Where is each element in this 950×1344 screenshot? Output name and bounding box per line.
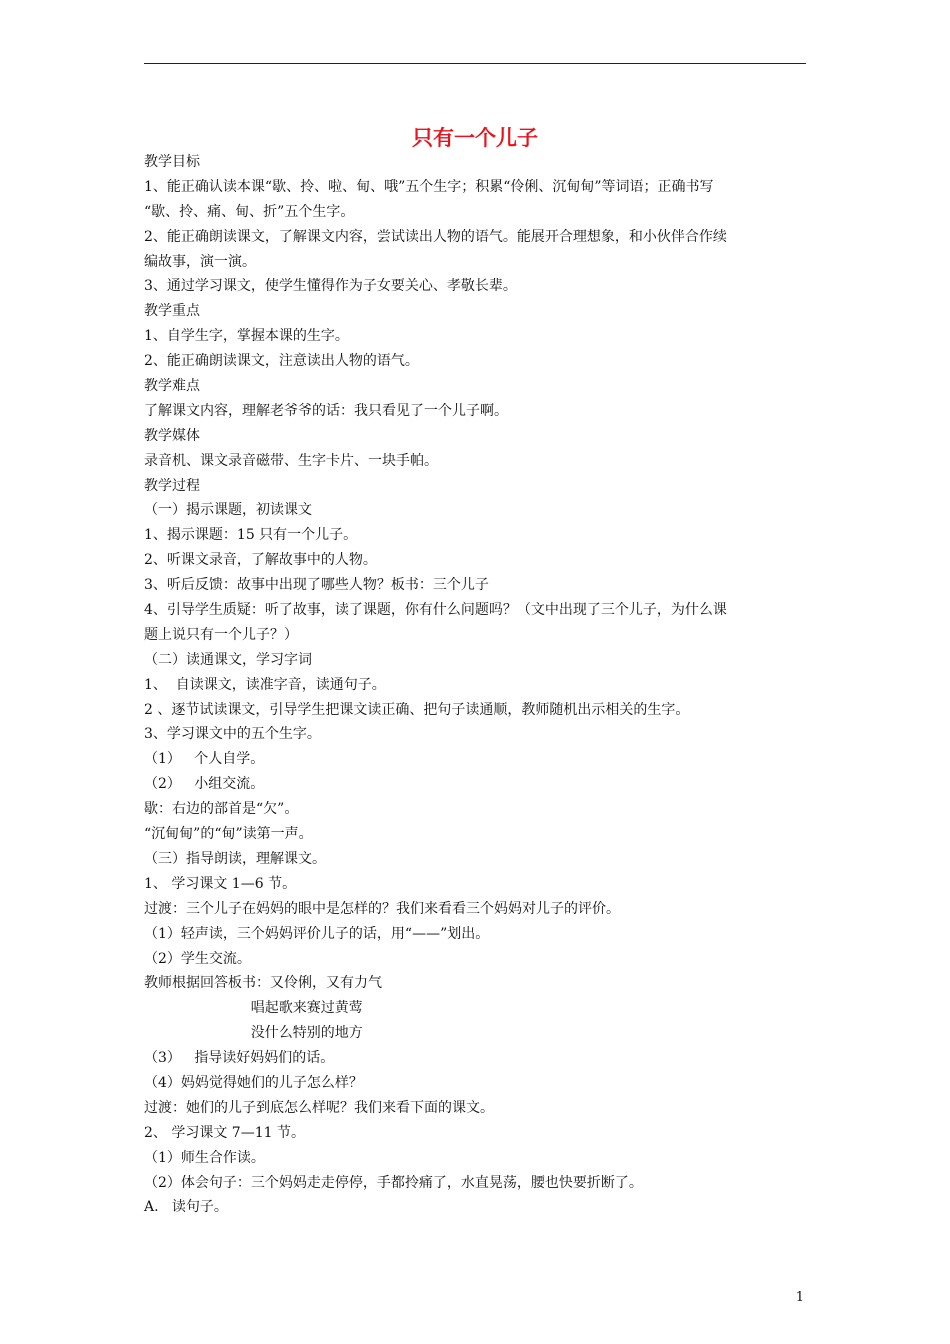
- text-line: 录音机、课文录音磁带、生字卡片、一块手帕。: [144, 452, 438, 469]
- document-title: 只有一个儿子: [412, 125, 538, 150]
- text-line: A. 读句子。: [144, 1199, 228, 1216]
- text-line: （二）读通课文，学习字词: [144, 651, 312, 668]
- text-line: 教学媒体: [144, 427, 200, 444]
- text-line: 3、学习课文中的五个生字。: [144, 726, 321, 743]
- text-line: 2 、逐节试读课文，引导学生把课文读正确、把句子读通顺，教师随机出示相关的生字。: [144, 701, 690, 718]
- text-line: （1） 个人自学。: [144, 751, 265, 768]
- text-line: （1）师生合作读。: [144, 1149, 265, 1166]
- text-line: 教学过程: [144, 477, 200, 494]
- text-line: 4、引导学生质疑：听了故事，读了课题，你有什么问题吗？（文中出现了三个儿子，为什么课: [144, 602, 727, 619]
- text-line: “歇、拎、痛、甸、折”五个生字。: [144, 203, 355, 220]
- text-line: （1）轻声读，三个妈妈评价儿子的话，用“——”划出。: [144, 925, 490, 942]
- text-line: 过渡：三个儿子在妈妈的眼中是怎样的？我们来看看三个妈妈对儿子的评价。: [144, 900, 620, 917]
- text-line: 2、能正确朗读课文，了解课文内容，尝试读出人物的语气。能展开合理想象，和小伙伴合作续: [144, 228, 727, 245]
- text-line: 教学目标: [144, 154, 200, 170]
- text-line: 编故事，演一演。: [144, 253, 256, 270]
- text-line: 2、能正确朗读课文，注意读出人物的语气。: [144, 353, 419, 370]
- text-line: 了解课文内容，理解老爷爷的话：我只看见了一个儿子啊。: [144, 402, 508, 419]
- text-line: 2、 学习课文 7—11 节。: [144, 1124, 305, 1141]
- text-line: （3） 指导读好妈妈们的话。: [144, 1050, 335, 1067]
- text-line: 没什么特别的地方: [144, 1025, 363, 1042]
- text-line: 1、自学生字，掌握本课的生字。: [144, 328, 349, 345]
- text-line: （4）妈妈觉得她们的儿子怎么样？: [144, 1074, 363, 1091]
- text-line: 3、听后反馈：故事中出现了哪些人物？板书：三个儿子: [144, 577, 489, 594]
- text-line: 1、 学习课文 1—6 节。: [144, 875, 297, 892]
- text-line: 教师根据回答板书：又伶俐，又有力气: [144, 975, 382, 992]
- text-line: （一）揭示课题，初读课文: [144, 502, 312, 519]
- text-line: 1、 自读课文，读准字音，读通句子。: [144, 676, 386, 693]
- text-line: “沉甸甸”的“甸”读第一声。: [144, 826, 313, 843]
- text-line: 1、揭示课题：15 只有一个儿子。: [144, 527, 358, 544]
- text-line: 过渡：她们的儿子到底怎么样呢？我们来看下面的课文。: [144, 1099, 494, 1116]
- text-line: 3、通过学习课文，使学生懂得作为子女要关心、孝敬长辈。: [144, 278, 517, 295]
- text-line: （2）学生交流。: [144, 950, 251, 967]
- text-line: （2）体会句子：三个妈妈走走停停，手都拎痛了，水直晃荡，腰也快要折断了。: [144, 1174, 643, 1191]
- text-line: 教学难点: [144, 378, 200, 395]
- text-line: 题上说只有一个儿子？）: [144, 626, 298, 643]
- text-line: （2） 小组交流。: [144, 776, 265, 793]
- header-rule: [144, 63, 806, 64]
- text-line: 1、能正确认读本课“歇、拎、啦、甸、哦”五个生字；积累“伶俐、沉甸甸”等词语；正确书写: [144, 178, 714, 195]
- text-line: 歇：右边的部首是“欠”。: [144, 801, 299, 818]
- text-line: 唱起歌来赛过黄莺: [144, 1000, 363, 1017]
- text-line: （三）指导朗读，理解课文。: [144, 850, 326, 867]
- document-body: [144, 150, 812, 1220]
- text-line: 教学重点: [144, 303, 200, 320]
- page-number: 1: [795, 1290, 804, 1305]
- text-line: 2、听课文录音，了解故事中的人物。: [144, 552, 377, 569]
